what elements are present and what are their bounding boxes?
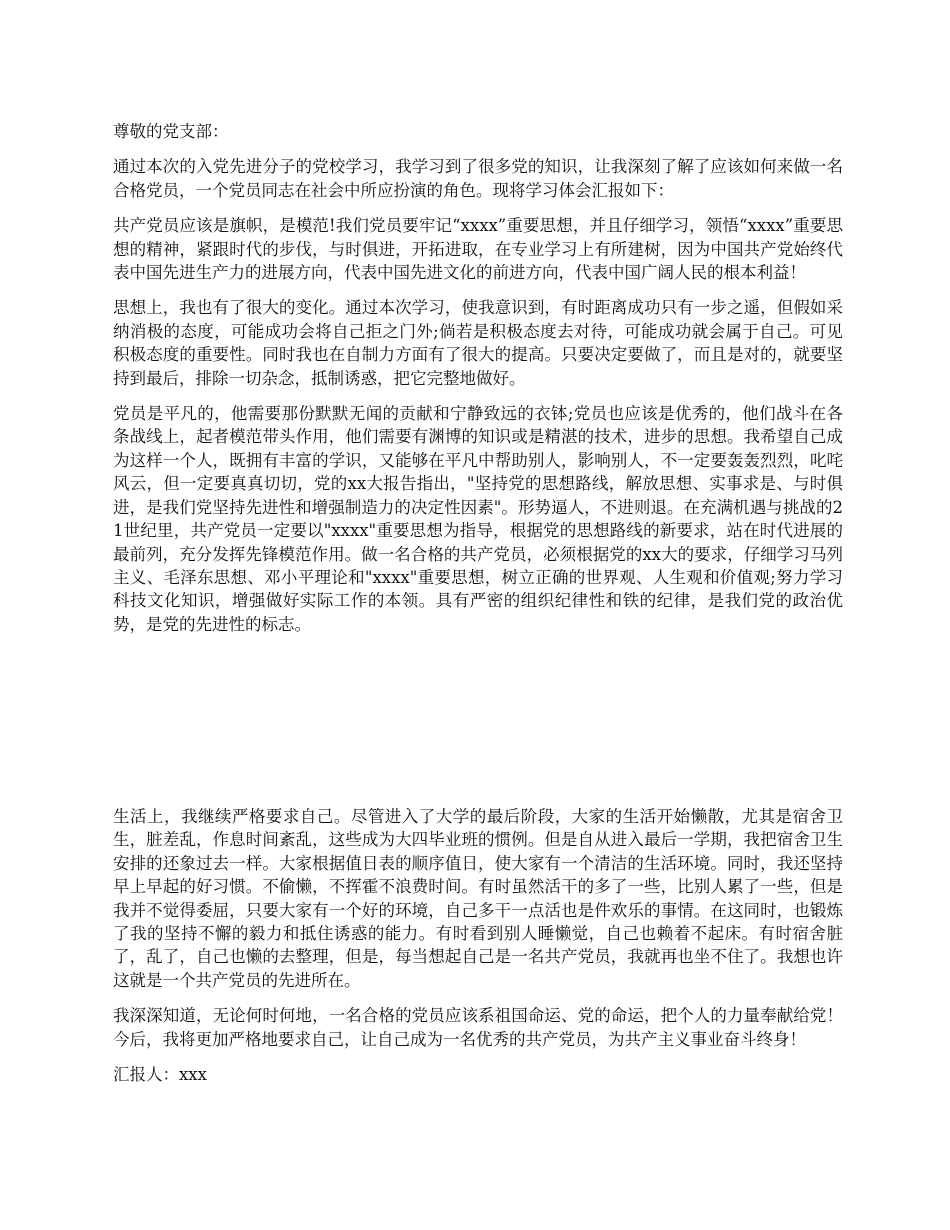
paragraph-thought: 思想上，我也有了很大的变化。通过本次学习，使我意识到，有时距离成功只有一步之遥，但假如采纳消极的态度，可能成功会将自己拒之门外;倘若是积极态度去对待，可能成功就会属于自己。可见积极态度的重要性。同时我也在自制力方面有了很大的提高。只要决定要做了，而且是对的，就要坚持到最后，排除一切杂念，抵制诱惑，把它完整地做好。 — [113, 298, 843, 388]
salutation: 尊敬的党支部： — [113, 122, 229, 141]
letter-body-top — [113, 120, 843, 648]
paragraph-ordinary: 党员是平凡的，他需要那份默默无闻的贡献和宁静致远的衣钵;党员也应该是优秀的，他们战斗在各条战线上，起者模范带头作用，他们需要有渊博的知识或是精湛的技术，进步的思想。我希望自己成为这样一个人，既拥有丰富的学识，又能够在平凡中帮助别人，影响别人，不一定要轰轰烈烈，叱咤风云，但一定要真真切切，党的xx大报告指出，"坚持党的思想路线，解放思想、实事求是、与时俱进，是我们党坚持先进性和增强制造力的决定性因素"。形势逼人，不进则退。在充满机遇与挑战的21世纪里，共产党员一定要以"xxxx"重要思想为指导，根据党的思想路线的新要求，站在时代进展的最前列，充分发挥先锋模范作用。做一名合格的共产党员，必须根据党的xx大的要求，仔细学习马列主义、毛泽东思想、邓小平理论和"xxxx"重要思想，树立正确的世界观、人生观和价值观;努力学习科技文化知识，增强做好实际工作的本领。具有严密的组织纪律性和铁的纪律，是我们党的政治优势，是党的先进性的标志。 — [113, 404, 843, 634]
paragraph-life: 生活上，我继续严格要求自己。尽管进入了大学的最后阶段，大家的生活开始懒散，尤其是宿舍卫生，脏差乱，作息时间紊乱，这些成为大四毕业班的惯例。但是自从进入最后一学期，我把宿舍卫生安排的还象过去一样。大家根据值日表的顺序值日，使大家有一个清洁的生活环境。同时，我还坚持早上早起的好习惯。不偷懒，不挥霍不浪费时间。有时虽然活干的多了一些，比别人累了一些，但是我并不觉得委屈，只要大家有一个好的环境，自己多干一点活也是件欢乐的事情。在这同时，也锻炼了我的坚持不懈的毅力和抵住诱惑的能力。有时看到别人睡懒觉，自己也赖着不起床。有时宿舍脏了，乱了，自己也懒的去整理，但是，每当想起自己是一名共产党员，我就再也坐不住了。我想也许这就是一个共产党员的先进所在。 — [113, 807, 843, 990]
paragraph-intro: 通过本次的入党先进分子的党校学习，我学习到了很多党的知识，让我深刻了解了应该如何来做一名合格党员，一个党员同志在社会中所应扮演的角色。现将学习体会汇报如下： — [113, 157, 843, 200]
signature: 汇报人：xxx — [113, 1065, 207, 1085]
paragraph-conclusion: 我深深知道，无论何时何地，一名合格的党员应该系祖国命运、党的命运，把个人的力量奉献给党！今后，我将更加严格地要求自己，让自己成为一名优秀的共产党员，为共产主义事业奋斗终身！ — [113, 1006, 843, 1049]
letter-body-bottom — [113, 805, 843, 1098]
paragraph-banner: 共产党员应该是旗帜，是模范!我们党员要牢记“xxxx”重要思想，并且仔细学习，领悟“xxxx”重要思想的精神，紧跟时代的步伐，与时俱进，开拓进取，在专业学习上有所建树，因为中国共产党始终代表中国先进生产力的进展方向，代表中国先进文化的前进方向，代表中国广阔人民的根本利益！ — [113, 216, 843, 283]
